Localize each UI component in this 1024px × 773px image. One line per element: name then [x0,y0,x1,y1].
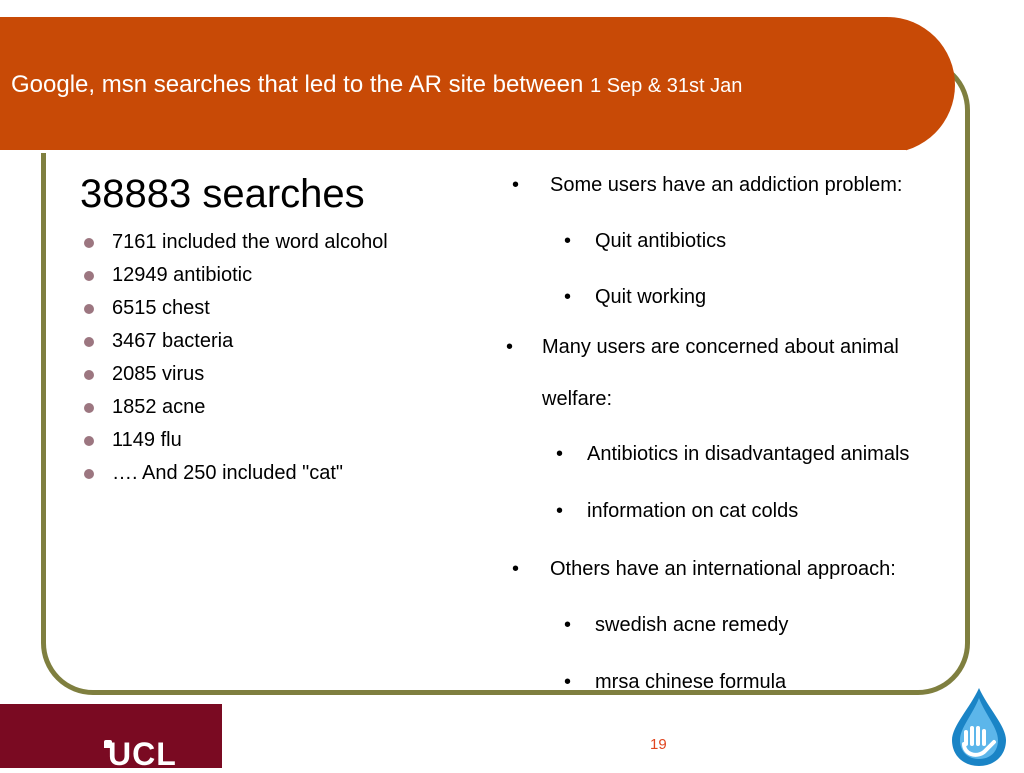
list-item [84,263,388,296]
bullet: • [556,443,564,465]
bullet: • [564,671,572,693]
page-number: 19 [650,736,667,753]
list-item-text: …. And 250 included "cat" [112,462,344,484]
list-item-text: 2085 virus [112,363,205,385]
bullet-dot-icon [84,469,94,479]
group-heading-text-continued: welfare: [542,388,613,410]
sub-item-text: swedish acne remedy [595,614,789,636]
list-item-text: 3467 bacteria [112,330,234,352]
list-item-text: 6515 chest [112,297,210,319]
sub-item-text: information on cat colds [587,500,799,522]
page-title-dates: 1 Sep & 31st Jan [590,75,743,97]
bullet: • [564,286,572,308]
ucl-logo: UCL [108,736,177,772]
bullet: • [564,230,572,252]
list-item [84,362,388,395]
page-title-main: Google, msn searches that led to the AR site between [11,71,584,98]
bullet-dot-icon [84,436,94,446]
sub-item-text: mrsa chinese formula [595,671,787,693]
search-term-list [84,230,388,494]
sub-item-text: Quit antibiotics [595,230,727,252]
group-heading-text: Others have an international approach: [550,558,896,580]
bullet: • [564,614,572,636]
water-drop-hand-icon [948,686,1010,768]
list-item-text: 1149 flu [112,429,182,451]
list-item [84,428,388,461]
observations-column [500,0,970,700]
list-item [84,329,388,362]
list-item [84,230,388,263]
bullet-dot-icon [84,271,94,281]
bullet-dot-icon [84,238,94,248]
list-item [84,395,388,428]
sub-item-text: Quit working [595,286,707,308]
bullet: • [506,336,514,358]
bullet: • [512,174,520,196]
list-item-text: 7161 included the word alcohol [112,231,388,253]
bullet-dot-icon [84,403,94,413]
sub-item-text: Antibiotics in disadvantaged animals [587,443,910,465]
list-item [84,461,388,494]
list-item [84,296,388,329]
bullet-dot-icon [84,370,94,380]
group-heading-text: Many users are concerned about animal [542,336,899,358]
total-searches: 38883 searches [80,172,365,216]
bullet-dot-icon [84,304,94,314]
list-item-text: 1852 acne [112,396,206,418]
bullet-dot-icon [84,337,94,347]
bullet: • [512,558,520,580]
bullet: • [556,500,564,522]
list-item-text: 12949 antibiotic [112,264,253,286]
group-heading-text: Some users have an addiction problem: [550,174,903,196]
